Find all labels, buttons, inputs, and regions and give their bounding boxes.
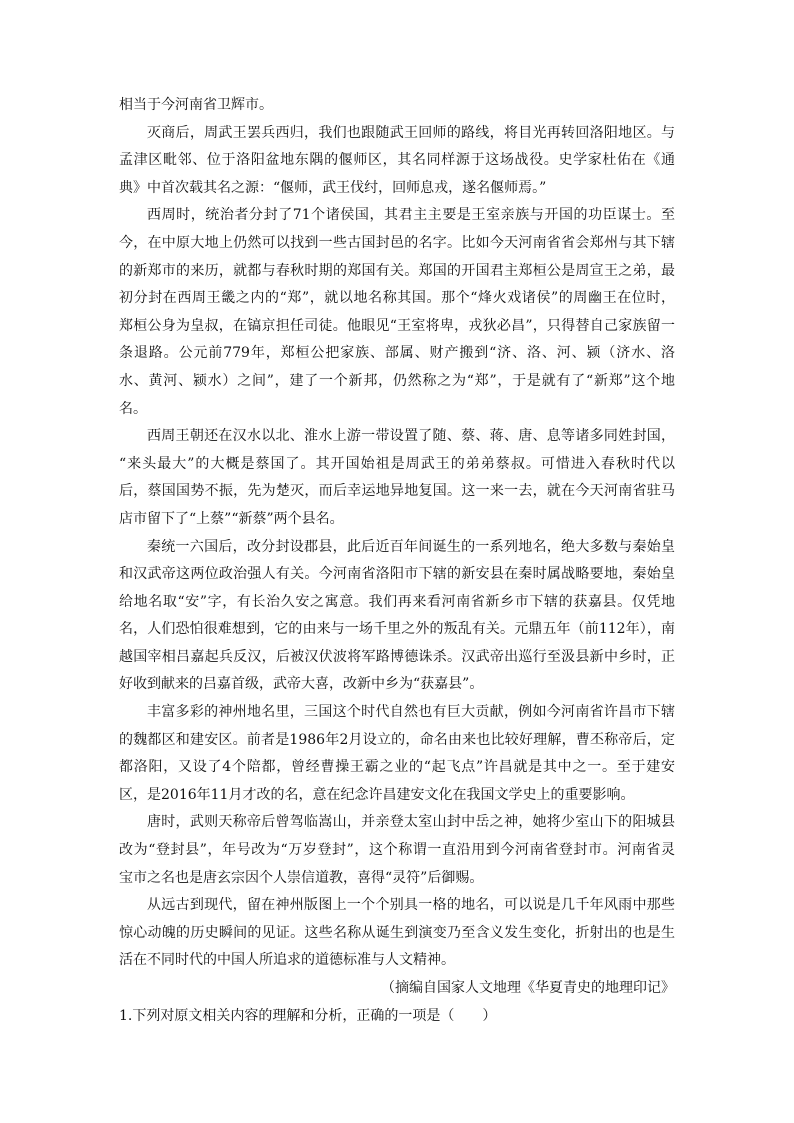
source-citation: （摘编自国家人文地理《华夏青史的地理印记》	[381, 980, 675, 996]
paragraph-line: 宝市之名也是唐玄宗因个人崇信道教，喜得“灵符”后御赐。	[119, 869, 484, 886]
question-1: 1.下列对原文相关内容的理解和分析，正确的一项是（ ）	[119, 1007, 497, 1024]
paragraph-line: “来头最大”的大概是蔡国了。其开国始祖是周武王的弟弟蔡叔。可惜进入春秋时代以	[119, 455, 675, 472]
paragraph-line: 唐时，武则天称帝后曾驾临嵩山，并亲登太室山封中岳之神，她将少室山下的阳城县	[147, 814, 675, 831]
paragraph-line: 相当于今河南省卫辉市。	[119, 97, 273, 113]
paragraph-line: 越国宰相吕嘉起兵反汉，后被汉伏波将军路博德诛杀。汉武帝出巡行至汲县新中乡时，正	[119, 648, 675, 665]
paragraph-line: 的新郑市的来历，就都与春秋时期的郑国有关。郑国的开国君主郑桓公是周宣王之弟，最	[119, 262, 675, 279]
paragraph-line: 秦统一六国后，改分封设郡县，此后近百年间诞生的一系列地名，绝大多数与秦始皇	[147, 538, 675, 555]
paragraph-line: 初分封在西周王畿之内的“郑”，就以地名称其国。那个“烽火戏诸侯”的周幽王在位时，	[119, 290, 675, 307]
paragraph-line: 名。	[119, 400, 147, 417]
paragraph-line: 丰富多彩的神州地名里，三国这个时代自然也有巨大贡献，例如今河南省许昌市下辖	[147, 704, 675, 721]
paragraph-line: 西周时，统治者分封了71个诸侯国，其君主主要是王室亲族与开国的功臣谋士。至	[147, 207, 675, 224]
paragraph-line: 好收到献来的吕嘉首级，武帝大喜，改新中乡为“获嘉县”。	[119, 676, 484, 693]
paragraph-line: 西周王朝还在汉水以北、淮水上游一带设置了随、蔡、蒋、唐、息等诸多同姓封国，	[147, 428, 675, 445]
paragraph-line: 郑桓公身为皇叔，在镐京担任司徒。他眼见“王室将卑，戎狄必昌”，只得替自己家族留一	[119, 317, 675, 334]
paragraph-line: 给地名取“安”字，有长治久安之寓意。我们再来看河南省新乡市下辖的获嘉县。仅凭地	[119, 593, 675, 610]
paragraph-line: 后，蔡国国势不振，先为楚灭，而后幸运地异地复国。这一来一去，就在今天河南省驻马	[119, 483, 675, 500]
paragraph-line: 区，是2016年11月才改的名，意在纪念许昌建安文化在我国文学史上的重要影响。	[119, 786, 635, 803]
paragraph-line: 名，人们恐怕很难想到，它的由来与一场千里之外的叛乱有关。元鼎五年（前112年），南	[119, 621, 675, 638]
paragraph-line: 和汉武帝这两位政治强人有关。今河南省洛阳市下辖的新安县在秦时属战略要地，秦始皇	[119, 566, 675, 583]
paragraph-line: 都洛阳，又设了4个陪都，曾经曹操王霸之业的“起飞点”许昌就是其中之一。至于建安	[119, 759, 675, 776]
paragraph-line: 改为“登封县”，年号改为“万岁登封”，这个称谓一直沿用到今河南省登封市。河南省灵	[119, 842, 675, 859]
document-page	[119, 92, 675, 1030]
paragraph-line: 惊心动魄的历史瞬间的见证。这些名称从诞生到演变乃至含义发生变化，折射出的也是生	[119, 924, 675, 941]
paragraph-line: 灭商后，周武王罢兵西归，我们也跟随武王回师的路线，将目光再转回洛阳地区。与	[147, 124, 675, 141]
paragraph-line: 孟津区毗邻、位于洛阳盆地东隅的偃师区，其名同样源于这场战役。史学家杜佑在《通	[119, 152, 675, 169]
paragraph-line: 店市留下了“上蔡”“新蔡”两个县名。	[119, 510, 344, 527]
paragraph-line: 典》中首次载其名之源：“偃师，武王伐纣，回师息戎，遂名偃师焉。”	[119, 179, 547, 196]
paragraph-line: 活在不同时代的中国人所追求的道德标准与人文精神。	[119, 952, 455, 969]
paragraph-line: 的魏都区和建安区。前者是1986年2月设立的，命名由来也比较好理解，曹丕称帝后，定	[119, 731, 675, 748]
paragraph-line: 今，在中原大地上仍然可以找到一些古国封邑的名字。比如今天河南省省会郑州与其下辖	[119, 234, 675, 251]
paragraph-line: 条退路。公元前779年，郑桓公把家族、部属、财产搬到“济、洛、河、颍（济水、洛	[119, 345, 675, 362]
paragraph-line: 从远古到现代，留在神州版图上一个个别具一格的地名，可以说是几千年风雨中那些	[147, 897, 675, 914]
paragraph-line: 水、黄河、颍水）之间”，建了一个新邦，仍然称之为“郑”，于是就有了“新郑”这个地	[119, 372, 675, 389]
